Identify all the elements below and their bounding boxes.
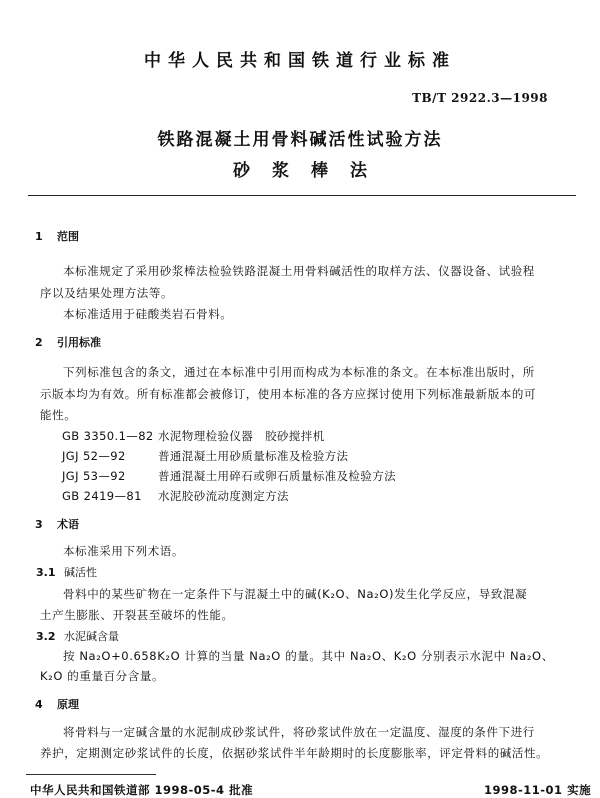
section-1-paragraph-line: 本标准规定了采用砂浆棒法检验铁路混凝土用骨料碱活性的取样方法、仪器设备、试验程: [63, 264, 535, 278]
reference-item: [62, 488, 289, 504]
section-title: 原理: [57, 698, 79, 711]
section-title: 引用标准: [57, 336, 101, 349]
section-number: 1: [35, 230, 43, 243]
term-heading: [36, 628, 119, 644]
term-definition-line: 土产生膨胀、开裂甚至破坏的性能。: [40, 608, 234, 622]
section-1-heading: [35, 228, 79, 244]
term-name: 水泥碱含量: [64, 630, 119, 643]
section-title: 术语: [57, 518, 79, 531]
header-divider: [28, 195, 576, 196]
section-number: 4: [35, 698, 43, 711]
reference-name: 普通混凝土用砂质量标准及检验方法: [158, 449, 349, 463]
reference-code: GB 2419—81: [62, 489, 142, 503]
reference-name: 普通混凝土用碎石或卵石质量标准及检验方法: [158, 469, 396, 483]
term-heading: [36, 564, 97, 580]
approval-note: 中华人民共和国铁道部 1998-05-4 批准: [30, 783, 254, 797]
section-3-heading: [35, 516, 79, 532]
reference-item: [62, 428, 325, 444]
term-definition-line: 骨料中的某些矿物在一定条件下与混凝土中的碱(K₂O、Na₂O)发生化学反应，导致混凝: [63, 587, 528, 601]
reference-name: 水泥物理检验仪器 胶砂搅拌机: [158, 429, 325, 443]
standard-code: TB/T 2922.3—1998: [412, 91, 548, 105]
term-definition-line: 按 Na₂O+0.658K₂O 计算的当量 Na₂O 的量。其中 Na₂O、K₂O 分别表示水泥中 Na₂O、: [63, 649, 554, 663]
reference-name: 水泥胶砂流动度测定方法: [158, 489, 289, 503]
reference-item: [62, 448, 348, 464]
section-4-paragraph-line: 养护，定期测定砂浆试件的长度，依据砂浆试件半年龄期时的长度膨胀率，评定骨料的碱活性。: [40, 746, 549, 760]
reference-code: JGJ 53—92: [62, 469, 126, 483]
section-number: 2: [35, 336, 43, 349]
term-number: 3.1: [36, 566, 56, 579]
footer-divider: [26, 774, 156, 775]
section-2-paragraph-line: 示版本均为有效。所有标准都会被修订，使用本标准的各方应探讨使用下列标准最新版本的可: [40, 387, 537, 401]
section-3-intro: 本标准采用下列术语。: [63, 544, 184, 558]
section-2-paragraph-line: 下列标准包含的条文，通过在本标准中引用而构成为本标准的条文。在本标准出版时，所: [63, 365, 535, 379]
term-name: 碱活性: [64, 566, 97, 579]
document-title: 铁路混凝土用骨料碱活性试验方法: [157, 130, 443, 150]
term-definition-line: K₂O 的重量百分含量。: [40, 669, 165, 683]
standard-category: 中华人民共和国铁道行业标准: [144, 51, 456, 71]
implementation-date: 1998-11-01 实施: [484, 783, 592, 797]
section-1-paragraph: 本标准适用于硅酸类岩石骨料。: [63, 307, 233, 321]
section-title: 范围: [57, 230, 79, 243]
section-1-paragraph-line: 序以及结果处理方法等。: [40, 286, 174, 300]
reference-code: GB 3350.1—82: [62, 429, 154, 443]
term-number: 3.2: [36, 630, 56, 643]
section-4-paragraph-line: 将骨料与一定碱含量的水泥制成砂浆试件，将砂浆试件放在一定温度、湿度的条件下进行: [63, 725, 535, 739]
section-4-heading: [35, 696, 79, 712]
reference-item: [62, 468, 396, 484]
reference-code: JGJ 52—92: [62, 449, 126, 463]
section-2-paragraph-line: 能性。: [40, 408, 77, 422]
section-2-heading: [35, 334, 101, 350]
document-subtitle: 砂浆棒法: [233, 161, 389, 181]
section-number: 3: [35, 518, 43, 531]
